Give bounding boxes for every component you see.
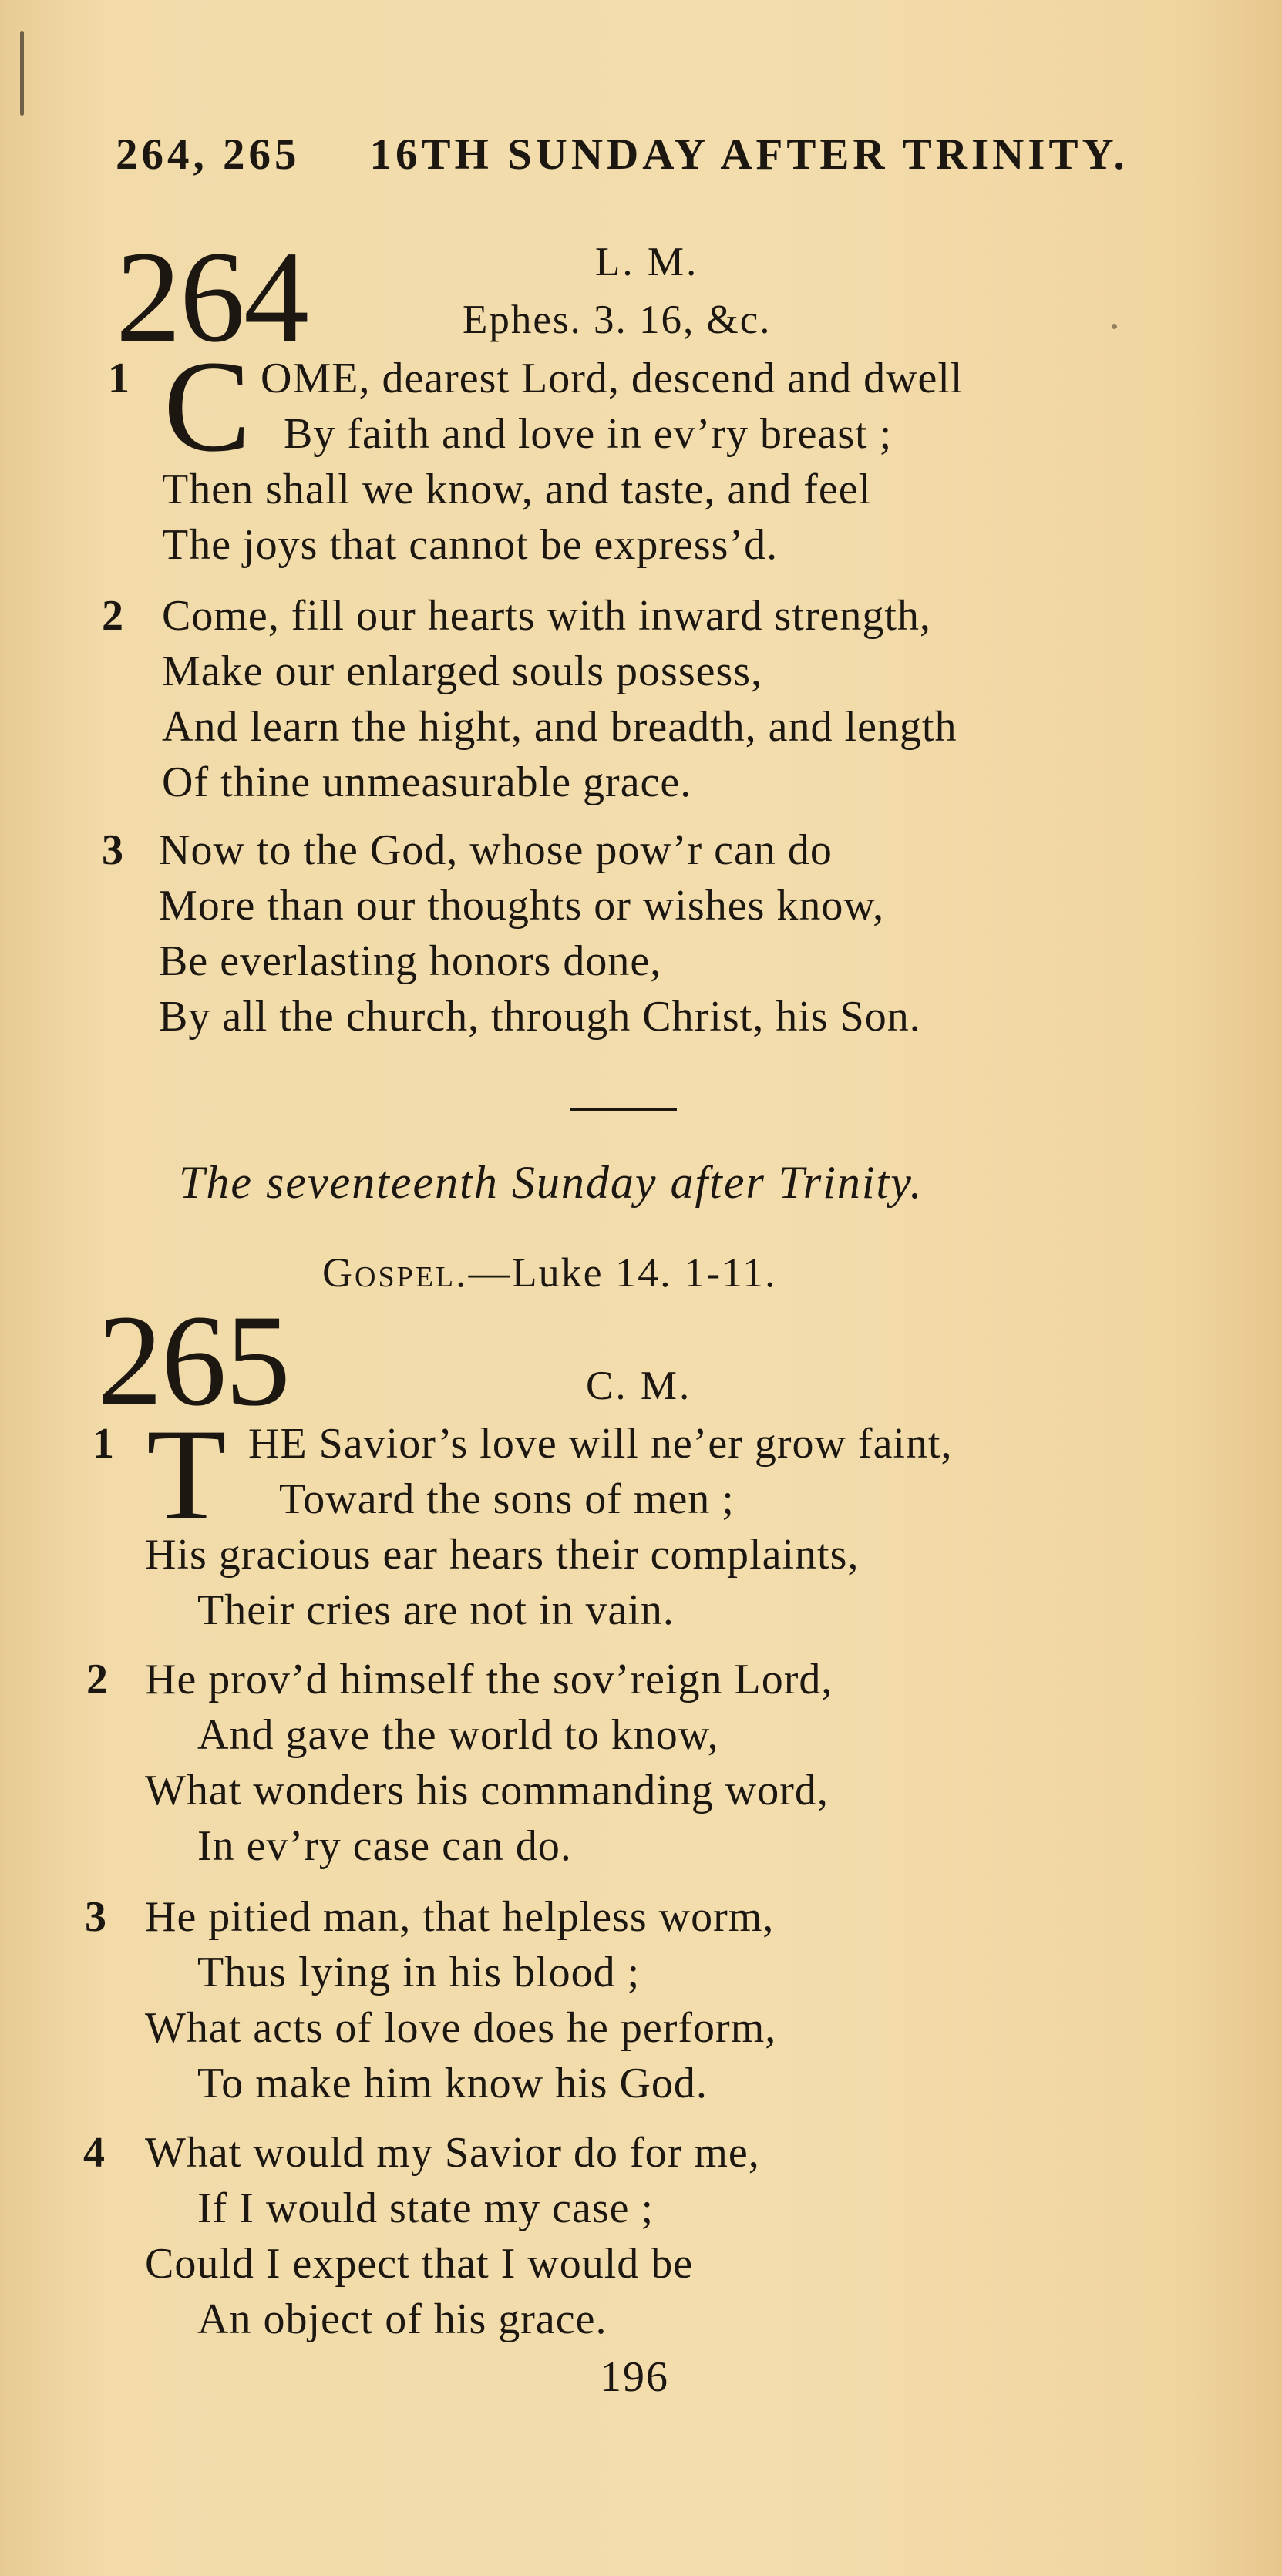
verse-line: If I would state my case ; xyxy=(197,2184,654,2232)
hymn-264-reference: Ephes. 3. 16, &c. xyxy=(463,298,772,342)
verse-line: Their cries are not in vain. xyxy=(197,1586,675,1634)
verse-number: 4 xyxy=(83,2129,105,2177)
verse-line: More than our thoughts or wishes know, xyxy=(159,882,885,930)
gospel-reference xyxy=(322,1249,777,1296)
verse-line: And gave the world to know, xyxy=(197,1711,719,1759)
verse-line: Be everlasting honors done, xyxy=(159,937,662,985)
running-header xyxy=(116,129,1226,180)
ink-speck xyxy=(1112,324,1117,329)
verse-line: OME, dearest Lord, descend and dwell xyxy=(261,355,964,402)
verse-line: He prov’d himself the sov’reign Lord, xyxy=(145,1656,833,1703)
verse-number: 3 xyxy=(85,1893,106,1941)
verse-line: By all the church, through Christ, his Son. xyxy=(159,993,921,1041)
verse-line: Make our enlarged souls possess, xyxy=(162,647,763,695)
section-title: The seventeenth Sunday after Trinity. xyxy=(179,1157,924,1208)
verse-line: His gracious ear hears their complaints, xyxy=(145,1531,860,1579)
verse-line: The joys that cannot be express’d. xyxy=(162,521,779,569)
verse-number: 2 xyxy=(86,1656,108,1703)
page-number: 196 xyxy=(600,2353,669,2401)
page-edge-mark xyxy=(20,31,24,116)
verse-line: Of thine unmeasurable grace. xyxy=(162,758,692,806)
verse-line: Could I expect that I would be xyxy=(145,2240,694,2288)
hymn-265-meter: C. M. xyxy=(586,1364,692,1408)
verse-line: To make him know his God. xyxy=(197,2060,708,2107)
verse-line: And learn the hight, and breadth, and length xyxy=(162,703,957,751)
verse-line: What acts of love does he perform, xyxy=(145,2004,777,2052)
section-divider xyxy=(570,1108,677,1111)
verse-line: HE Savior’s love will ne’er grow faint, xyxy=(248,1420,953,1468)
hymn-264-meter: L. M. xyxy=(595,240,699,284)
verse-number: 3 xyxy=(102,826,123,874)
verse-line: In ev’ry case can do. xyxy=(197,1822,572,1870)
header-hymn-numbers: 264, 265 xyxy=(116,130,301,179)
gospel-label: Gospel. xyxy=(322,1249,469,1296)
header-title: 16TH SUNDAY AFTER TRINITY. xyxy=(369,130,1129,179)
verse-number: 1 xyxy=(93,1420,114,1468)
hymn-number-265: 265 xyxy=(97,1288,289,1433)
verse-line: By faith and love in ev’ry breast ; xyxy=(284,410,893,458)
verse-number: 1 xyxy=(108,355,130,402)
verse-line: He pitied man, that helpless worm, xyxy=(145,1893,775,1941)
verse-line: Then shall we know, and taste, and feel xyxy=(162,466,872,513)
verse-line: An object of his grace. xyxy=(197,2295,607,2343)
gospel-ref: —Luke 14. 1-11. xyxy=(468,1249,777,1296)
verse-line: Come, fill our hearts with inward strength, xyxy=(162,592,931,640)
verse-line: What wonders his commanding word, xyxy=(145,1767,829,1814)
verse-line: Now to the God, whose pow’r can do xyxy=(159,826,833,874)
verse-line: What would my Savior do for me, xyxy=(145,2129,760,2177)
verse-line: Toward the sons of men ; xyxy=(279,1475,735,1523)
drop-cap: C xyxy=(163,334,251,479)
hymn-number-264: 264 xyxy=(116,224,308,369)
verse-line: Thus lying in his blood ; xyxy=(197,1949,641,1996)
verse-number: 2 xyxy=(102,592,123,640)
drop-cap: T xyxy=(146,1402,227,1547)
